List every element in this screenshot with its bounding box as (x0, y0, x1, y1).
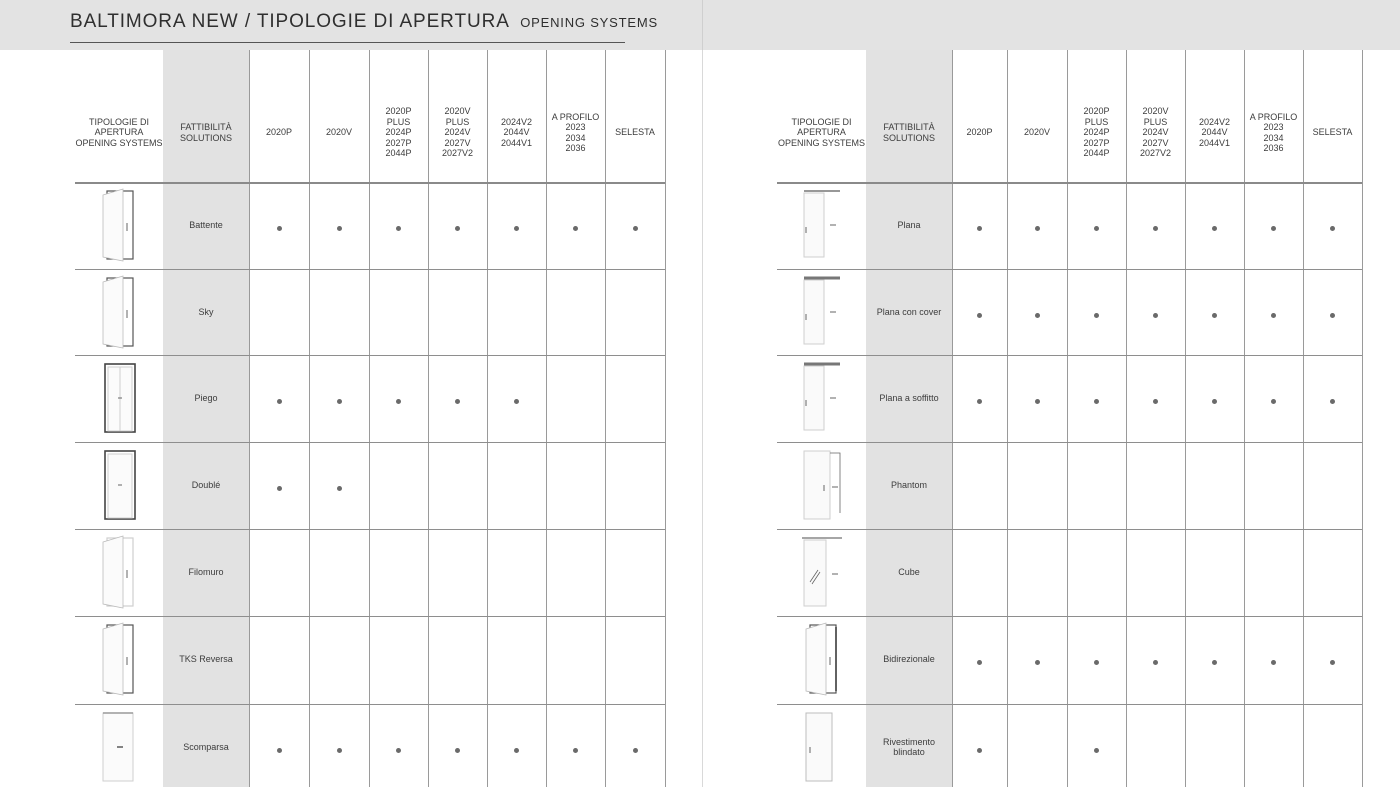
sliding-door-icon (802, 187, 842, 268)
column-header: 2020V PLUS 2024V 2027V 2027V2 (441, 106, 474, 159)
availability-dot (514, 748, 519, 753)
header-divider (702, 0, 703, 50)
availability-dot (337, 399, 342, 404)
bidirectional-door-icon (802, 621, 842, 702)
availability-dot (277, 748, 282, 753)
flush-door-icon (99, 534, 139, 615)
availability-dot (1094, 313, 1099, 318)
page-header (0, 0, 1400, 50)
availability-dot (396, 748, 401, 753)
availability-dot (455, 226, 460, 231)
availability-dot (1153, 313, 1158, 318)
availability-dot (573, 226, 578, 231)
column-divider (665, 50, 666, 787)
availability-dot (1035, 313, 1040, 318)
availability-dot (1153, 660, 1158, 665)
row-divider (777, 355, 1362, 356)
phantom-door-icon (802, 447, 842, 528)
row-divider (777, 704, 1362, 705)
row-divider (777, 616, 1362, 617)
cube-door-icon (802, 534, 842, 615)
double-door-icon (99, 447, 139, 528)
column-header: 2020V (1023, 127, 1051, 138)
armored-door-icon (802, 709, 842, 790)
reverse-door-icon (99, 621, 139, 702)
availability-dot (633, 748, 638, 753)
column-header: 2020V (325, 127, 353, 138)
right-table (777, 50, 1364, 787)
availability-dot (1271, 226, 1276, 231)
availability-dot (977, 748, 982, 753)
opening-type-label: Battente (189, 220, 223, 230)
availability-dot (977, 313, 982, 318)
row-divider (777, 442, 1362, 443)
availability-dot (455, 748, 460, 753)
availability-dot (337, 748, 342, 753)
column-header: TIPOLOGIE DI APERTURA OPENING SYSTEMS (777, 116, 866, 148)
column-header: FATTIBILITÀ SOLUTIONS (179, 122, 232, 143)
row-divider (777, 182, 1362, 184)
column-header: FATTIBILITÀ SOLUTIONS (882, 122, 935, 143)
availability-dot (977, 660, 982, 665)
availability-dot (1330, 399, 1335, 404)
page-fold (702, 50, 703, 787)
availability-dot (277, 399, 282, 404)
availability-dot (977, 399, 982, 404)
column-header: 2020P PLUS 2024P 2027P 2044P (1083, 106, 1110, 159)
column-header: 2024V2 2044V 2044V1 (1198, 116, 1231, 148)
column-header: SELESTA (615, 127, 655, 138)
availability-dot (1271, 399, 1276, 404)
column-header: SELESTA (1312, 127, 1353, 138)
availability-dot (514, 226, 519, 231)
column-header: 2020P PLUS 2024P 2027P 2044P (385, 106, 412, 159)
availability-dot (1212, 399, 1217, 404)
opening-type-label: Cube (898, 567, 920, 577)
availability-dot (1035, 399, 1040, 404)
opening-type-label: Filomuro (188, 567, 224, 577)
pocket-door-icon (99, 709, 139, 790)
availability-dot (977, 226, 982, 231)
availability-dot (1094, 226, 1099, 231)
page-title (70, 11, 658, 43)
availability-dot (573, 748, 578, 753)
availability-dot (396, 226, 401, 231)
availability-dot (277, 486, 282, 491)
column-header: TIPOLOGIE DI APERTURA OPENING SYSTEMS (75, 116, 163, 148)
opening-type-label: Plana con cover (876, 307, 942, 317)
opening-type-label: Doublé (191, 480, 221, 490)
title-main: BALTIMORA NEW / TIPOLOGIE DI APERTURA (70, 11, 510, 32)
availability-dot (633, 226, 638, 231)
opening-type-label: Piego (194, 393, 218, 403)
availability-dot (337, 486, 342, 491)
opening-type-label: Plana (897, 220, 921, 230)
opening-type-label: TKS Reversa (179, 654, 233, 664)
opening-type-label: Scomparsa (183, 742, 229, 752)
availability-dot (514, 399, 519, 404)
sliding-door-cover-icon (802, 274, 842, 355)
availability-dot (1153, 226, 1158, 231)
column-header: 2020P (966, 127, 993, 138)
availability-dot (1271, 313, 1276, 318)
title-subtitle: OPENING SYSTEMS (520, 15, 658, 30)
folding-door-icon (99, 360, 139, 441)
availability-dot (1330, 660, 1335, 665)
swing-door-icon (99, 187, 139, 268)
availability-dot (1212, 226, 1217, 231)
column-header: 2020P (265, 127, 293, 138)
row-divider (777, 269, 1362, 270)
availability-dot (1094, 748, 1099, 753)
column-header: A PROFILO 2023 2034 2036 (551, 111, 600, 153)
opening-type-label: Rivestimento blindato (882, 737, 936, 757)
availability-dot (1094, 660, 1099, 665)
left-table (75, 50, 667, 787)
column-header: 2024V2 2044V 2044V1 (500, 116, 533, 148)
row-divider (777, 529, 1362, 530)
availability-dot (1094, 399, 1099, 404)
availability-dot (277, 226, 282, 231)
sliding-door-ceiling-icon (802, 360, 842, 441)
availability-dot (396, 399, 401, 404)
availability-dot (1035, 226, 1040, 231)
swing-door-icon (99, 274, 139, 355)
availability-dot (1330, 226, 1335, 231)
opening-type-label: Bidirezionale (883, 654, 935, 664)
availability-dot (1330, 313, 1335, 318)
availability-dot (1212, 660, 1217, 665)
opening-type-label: Phantom (890, 480, 928, 490)
opening-type-label: Plana a soffitto (879, 393, 939, 403)
availability-dot (1212, 313, 1217, 318)
opening-type-label: Sky (198, 307, 214, 317)
availability-dot (1271, 660, 1276, 665)
column-header: 2020V PLUS 2024V 2027V 2027V2 (1139, 106, 1172, 159)
availability-dot (1035, 660, 1040, 665)
availability-dot (1153, 399, 1158, 404)
availability-dot (337, 226, 342, 231)
availability-dot (455, 399, 460, 404)
column-divider (1362, 50, 1363, 787)
column-header: A PROFILO 2023 2034 2036 (1249, 111, 1298, 153)
